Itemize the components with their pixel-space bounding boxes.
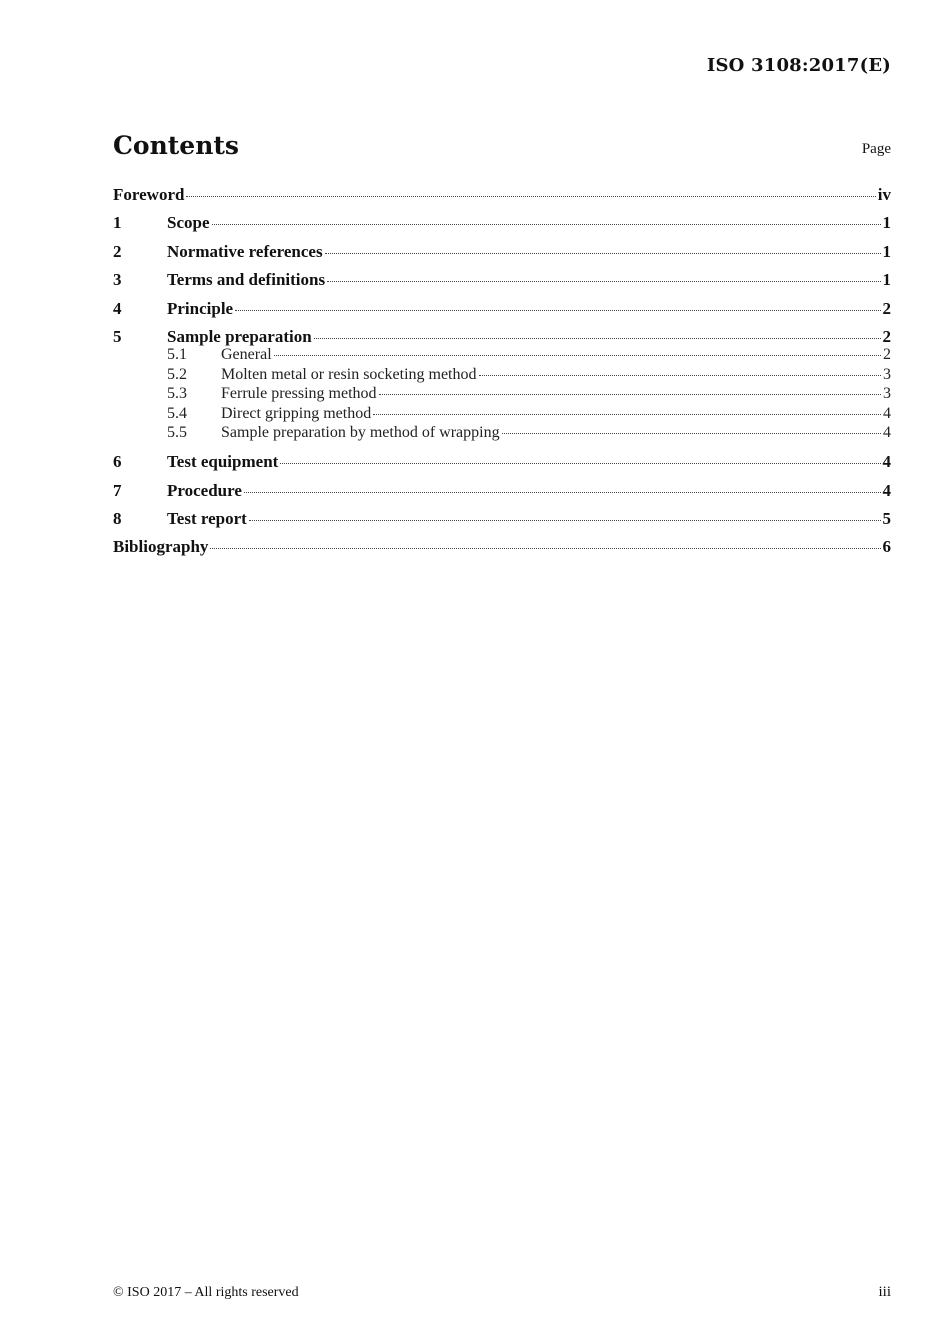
toc-entry-procedure[interactable]: [113, 481, 891, 509]
toc-entry-page: 4: [883, 423, 891, 441]
toc-entry-title: Direct gripping method: [221, 404, 372, 422]
dot-leader: [479, 375, 882, 376]
toc-subentry-general[interactable]: [113, 346, 891, 365]
toc-entry-page: 2: [883, 346, 891, 364]
toc-entry-normative-references[interactable]: [113, 242, 891, 270]
toc-entry-page: 1: [882, 270, 891, 290]
toc-entry-test-equipment[interactable]: [113, 452, 891, 480]
dot-leader: [212, 224, 881, 225]
toc-entry-page: 4: [883, 404, 891, 422]
toc-entry-title: Foreword: [113, 185, 185, 204]
toc-entry-title: General: [221, 346, 272, 364]
table-of-contents: [113, 185, 891, 566]
toc-entry-page: iv: [877, 185, 891, 204]
toc-entry-number: 2: [113, 241, 122, 261]
toc-entry-page: 2: [882, 326, 891, 346]
toc-entry-title: Sample preparation: [167, 326, 312, 346]
toc-entry-number: 5.3: [167, 385, 187, 403]
toc-entry-title: Test report: [167, 509, 247, 529]
toc-entry-bibliography[interactable]: [113, 537, 891, 565]
toc-entry-title: Test equipment: [167, 452, 279, 472]
toc-entry-number: 5.4: [167, 404, 187, 422]
toc-entry-page: 6: [882, 537, 891, 557]
page-column-label: Page: [861, 141, 891, 157]
toc-entry-test-report[interactable]: [113, 509, 891, 537]
dot-leader: [379, 394, 881, 395]
toc-entry-title: Procedure: [167, 480, 242, 500]
toc-entry-number: 5.5: [167, 423, 187, 441]
toc-entry-foreword[interactable]: [113, 185, 891, 213]
toc-subentry-wrapping-method[interactable]: [113, 424, 891, 443]
toc-subentry-molten-metal-socketing[interactable]: [113, 366, 891, 385]
toc-entry-title: Molten metal or resin socketing method: [221, 365, 477, 383]
toc-entry-title: Normative references: [167, 241, 323, 261]
contents-heading: Contents: [113, 131, 240, 160]
toc-subentry-ferrule-pressing[interactable]: [113, 385, 891, 404]
toc-entry-title: Principle: [167, 298, 234, 318]
toc-entry-terms-and-definitions[interactable]: [113, 270, 891, 298]
toc-entry-number: 7: [113, 480, 122, 500]
toc-entry-page: 1: [882, 213, 891, 233]
toc-entry-page: 5: [882, 509, 891, 529]
toc-entry-principle[interactable]: [113, 299, 891, 327]
toc-entry-title: Bibliography: [113, 537, 209, 557]
toc-entry-number: 6: [113, 452, 122, 472]
toc-entry-page: 3: [883, 365, 891, 383]
toc-entry-page: 2: [882, 298, 891, 318]
toc-subentry-direct-gripping[interactable]: [113, 405, 891, 424]
toc-entry-page: 1: [882, 241, 891, 261]
toc-entry-number: 5: [113, 326, 122, 346]
toc-entry-number: 3: [113, 270, 122, 290]
dot-leader: [314, 338, 881, 339]
dot-leader: [327, 281, 880, 282]
toc-entry-page: 4: [882, 480, 891, 500]
toc-entry-title: Terms and definitions: [167, 270, 326, 290]
toc-entry-number: 4: [113, 298, 122, 318]
toc-entry-title: Scope: [167, 213, 210, 233]
document-identifier: ISO 3108:2017(E): [706, 55, 891, 76]
toc-entry-number: 5.1: [167, 346, 187, 364]
copyright-notice: © ISO 2017 – All rights reserved: [113, 1285, 299, 1300]
toc-entry-scope[interactable]: [113, 213, 891, 241]
dot-leader: [325, 253, 881, 254]
dot-leader: [249, 520, 881, 521]
toc-entry-title: Sample preparation by method of wrapping: [221, 423, 500, 441]
toc-entry-title: Ferrule pressing method: [221, 385, 377, 403]
dot-leader: [274, 355, 881, 356]
dot-leader: [235, 310, 880, 311]
dot-leader: [502, 433, 881, 434]
toc-entry-page: 4: [882, 452, 891, 472]
toc-entry-number: 5.2: [167, 365, 187, 383]
dot-leader: [186, 196, 875, 197]
dot-leader: [373, 414, 881, 415]
page-number: iii: [878, 1284, 891, 1300]
toc-entry-page: 3: [883, 385, 891, 403]
dot-leader: [244, 492, 881, 493]
dot-leader: [280, 463, 880, 464]
toc-entry-number: 8: [113, 509, 122, 529]
dot-leader: [210, 548, 880, 549]
toc-entry-number: 1: [113, 213, 122, 233]
